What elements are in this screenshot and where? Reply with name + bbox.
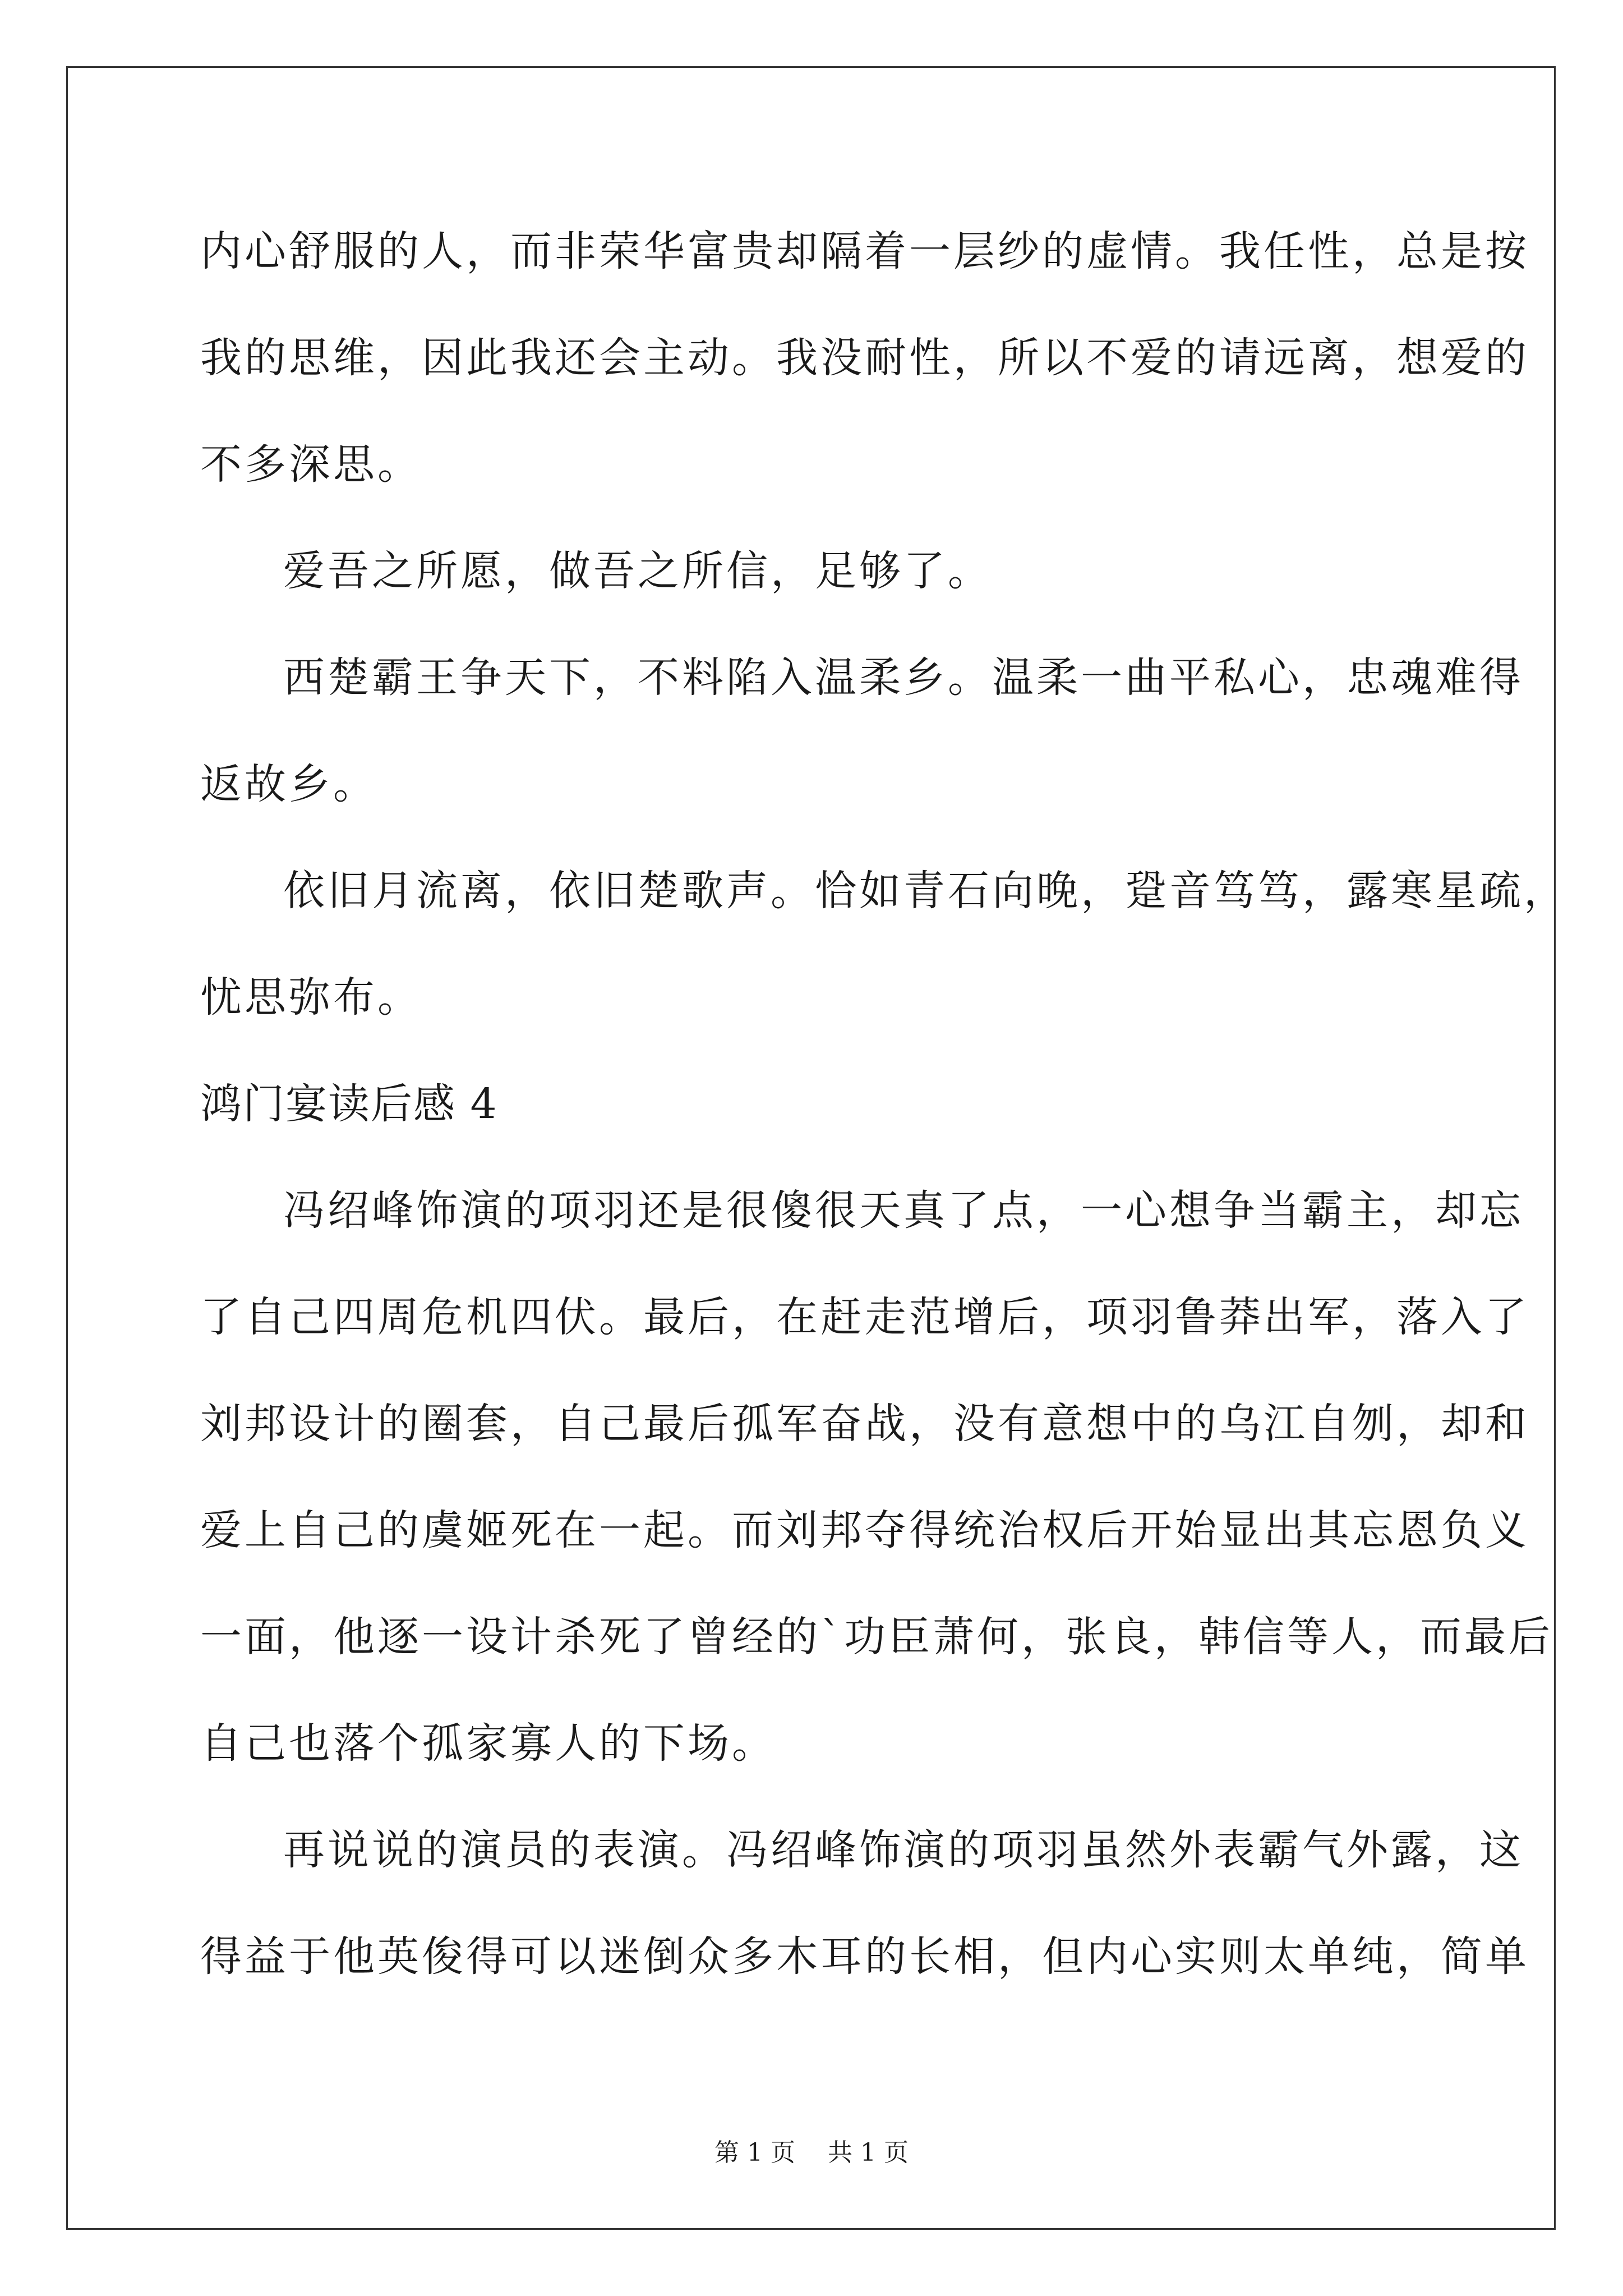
document-body [200,218,1568,2030]
text-line: 冯绍峰饰演的项羽还是很傻很天真了点，一心想争当霸主，却忘 [283,1186,1524,1235]
text-line: 我的思维，因此我还会主动。我没耐性，所以不爱的请远离，想爱的 [200,334,1529,382]
page-number-footer: 第 1 页 共 1 页 [714,2138,909,2167]
text-line: 忧思弥布。 [200,973,422,1022]
text-line: 西楚霸王争天下，不料陷入温柔乡。温柔一曲平私心，忠魂难得 [283,654,1524,702]
text-line: 内心舒服的人，而非荣华富贵却隔着一层纱的虚情。我任性，总是按 [200,227,1529,275]
text-line: 得益于他英俊得可以迷倒众多木耳的长相，但内心实则太单纯，简单 [200,1932,1529,1981]
text-line: 一面，他逐一设计杀死了曾经的`功臣萧何，张良，韩信等人，而最后 [200,1613,1553,1661]
section-heading: 鸿门宴读后感 4 [200,1080,498,1128]
text-line: 不多深思。 [200,440,422,489]
text-line: 爱上自己的虞姬死在一起。而刘邦夺得统治权后开始显出其忘恩负义 [200,1506,1529,1554]
text-line: 爱吾之所愿，做吾之所信，足够了。 [283,547,992,595]
text-line: 依旧月流离，依旧楚歌声。恰如青石向晚，跫音笃笃，露寒星疏， [283,867,1568,915]
text-line: 返故乡。 [200,760,377,808]
text-line: 刘邦设计的圈套，自己最后孤军奋战，没有意想中的乌江自刎，却和 [200,1400,1529,1448]
text-line: 再说说的演员的表演。冯绍峰饰演的项羽虽然外表霸气外露，这 [283,1826,1524,1874]
text-line: 了自己四周危机四伏。最后，在赶走范增后，项羽鲁莽出军，落入了 [200,1293,1529,1341]
text-line: 自己也落个孤家寡人的下场。 [200,1719,776,1768]
